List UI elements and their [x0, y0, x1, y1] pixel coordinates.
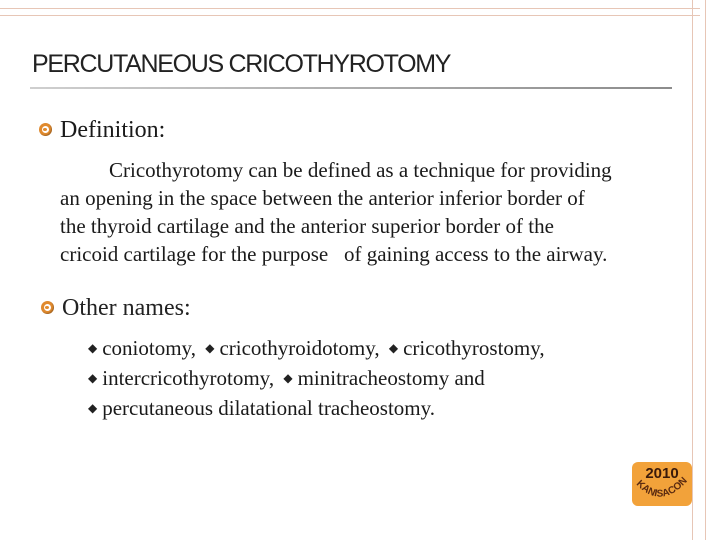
- list-item: cricothyroidotomy,: [219, 336, 380, 360]
- diamond-bullet-icon: ◆: [205, 341, 215, 355]
- definition-line: an opening in the space between the anterior inferior border of: [60, 186, 585, 210]
- list-item: minitracheostomy and: [297, 366, 485, 390]
- list-line: [88, 333, 545, 363]
- slide-top-border: [0, 8, 700, 16]
- diamond-bullet-icon: ◆: [88, 371, 98, 385]
- kanisacon-logo: [628, 460, 696, 508]
- diamond-bullet-icon: ◆: [283, 371, 293, 385]
- list-line: [88, 393, 545, 423]
- definition-line: the thyroid cartilage and the anterior superior border of the: [60, 214, 554, 238]
- other-names-list: [88, 333, 545, 423]
- definition-line: cricoid cartilage for the purpose of gaining access to the airway.: [60, 242, 608, 266]
- diamond-bullet-icon: ◆: [88, 401, 98, 415]
- list-item: coniotomy,: [102, 336, 196, 360]
- slide-title: PERCUTANEOUS CRICOTHYROTOMY: [32, 50, 451, 78]
- definition-line: Cricothyrotomy can be defined as a technique for providing: [109, 158, 612, 182]
- title-underline: [30, 87, 672, 89]
- logo-text: KANISACON: [633, 475, 690, 500]
- slide-right-border: [692, 0, 706, 540]
- diamond-bullet-icon: ◆: [388, 341, 399, 355]
- list-item: cricothyrostomy,: [403, 336, 545, 360]
- other-names-heading: Other names:: [62, 295, 191, 321]
- definition-heading: Definition:: [60, 117, 166, 143]
- bullet-icon: [41, 301, 54, 314]
- list-line: [88, 363, 545, 393]
- list-item: percutaneous dilatational tracheostomy.: [102, 396, 436, 420]
- diamond-bullet-icon: ◆: [88, 341, 98, 355]
- bullet-icon: [39, 123, 52, 136]
- definition-paragraph: [60, 156, 692, 268]
- logo-year: 2010: [645, 465, 679, 482]
- list-item: intercricothyrotomy,: [102, 366, 275, 390]
